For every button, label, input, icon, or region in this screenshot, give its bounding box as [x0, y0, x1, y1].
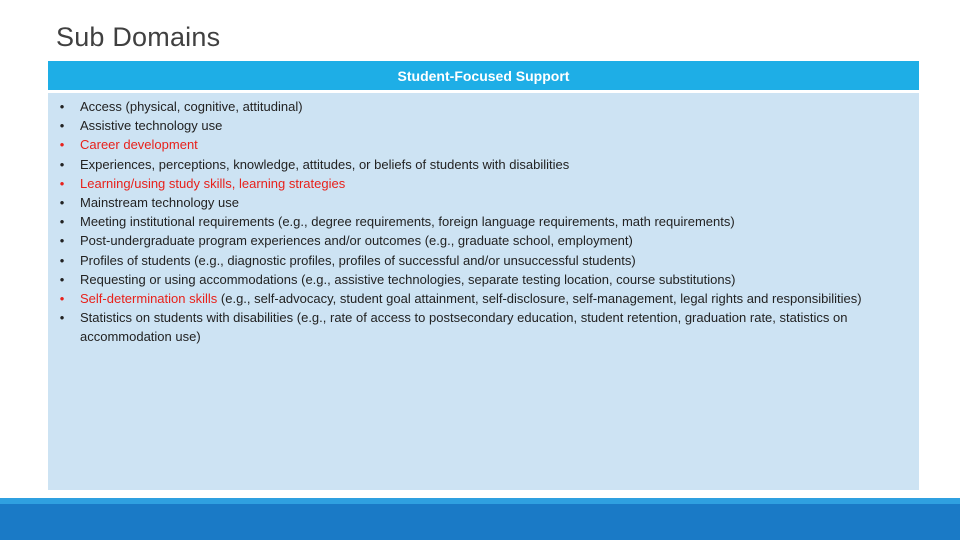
- bullet-icon: •: [59, 291, 65, 307]
- list-item: [48, 212, 898, 231]
- list-item-text: Statistics on students with disabilities (e.g., rate of access to postsecondary education, student retention, graduation rate, statistics on accommodation use): [80, 310, 848, 345]
- list-item-text: Meeting institutional requirements (e.g., degree requirements, foreign language requirements, math requirements): [80, 214, 735, 230]
- list-item-text: (e.g., self-advocacy, student goal attainment, self-disclosure, self-management, legal rights and responsibilities): [217, 291, 862, 307]
- bullet-icon: •: [59, 214, 65, 230]
- list-item: [48, 251, 898, 270]
- list-item: [48, 270, 898, 289]
- footer-bar: [0, 498, 960, 540]
- bullet-icon: •: [59, 175, 65, 191]
- list-item-text: Career development: [80, 137, 198, 153]
- bullet-icon: •: [59, 195, 65, 211]
- bullet-icon: •: [59, 137, 65, 153]
- bullet-icon: •: [59, 118, 65, 134]
- list-item-text: Access (physical, cognitive, attitudinal): [80, 99, 303, 114]
- list-item: [48, 289, 898, 308]
- sub-domain-list: [48, 97, 898, 347]
- bullet-icon: •: [59, 271, 65, 287]
- list-item-text: Self-determination skills: [80, 291, 218, 307]
- bullet-icon: •: [59, 252, 65, 268]
- list-item: [48, 193, 898, 212]
- bullet-icon: •: [59, 156, 65, 172]
- table-header: [48, 61, 919, 93]
- bullet-icon: •: [59, 99, 65, 114]
- table-header-label: Student-Focused Support: [397, 67, 570, 84]
- list-item: [48, 308, 898, 346]
- list-item-text: Experiences, perceptions, knowledge, attitudes, or beliefs of students with disabilities: [80, 156, 570, 172]
- list-item-text: Post-undergraduate program experiences and/or outcomes (e.g., graduate school, employment): [80, 233, 633, 249]
- list-item-text: Mainstream technology use: [80, 195, 239, 211]
- table-body: [48, 93, 919, 490]
- bullet-icon: •: [59, 310, 65, 326]
- list-item-text: Profiles of students (e.g., diagnostic profiles, profiles of successful and/or unsuccessful students): [80, 252, 636, 268]
- list-item: [48, 116, 898, 135]
- list-item: [48, 174, 898, 193]
- bullet-icon: •: [59, 233, 65, 249]
- slide-title: Sub Domains: [56, 22, 221, 52]
- list-item: [48, 231, 898, 250]
- list-item-text: Learning/using study skills, learning strategies: [80, 175, 346, 191]
- list-item-text: Assistive technology use: [80, 118, 223, 134]
- list-item: [48, 97, 898, 116]
- list-item: [48, 155, 898, 174]
- list-item-text: Requesting or using accommodations (e.g., assistive technologies, separate testing location, course substitutions): [80, 271, 736, 287]
- list-item: [48, 135, 898, 154]
